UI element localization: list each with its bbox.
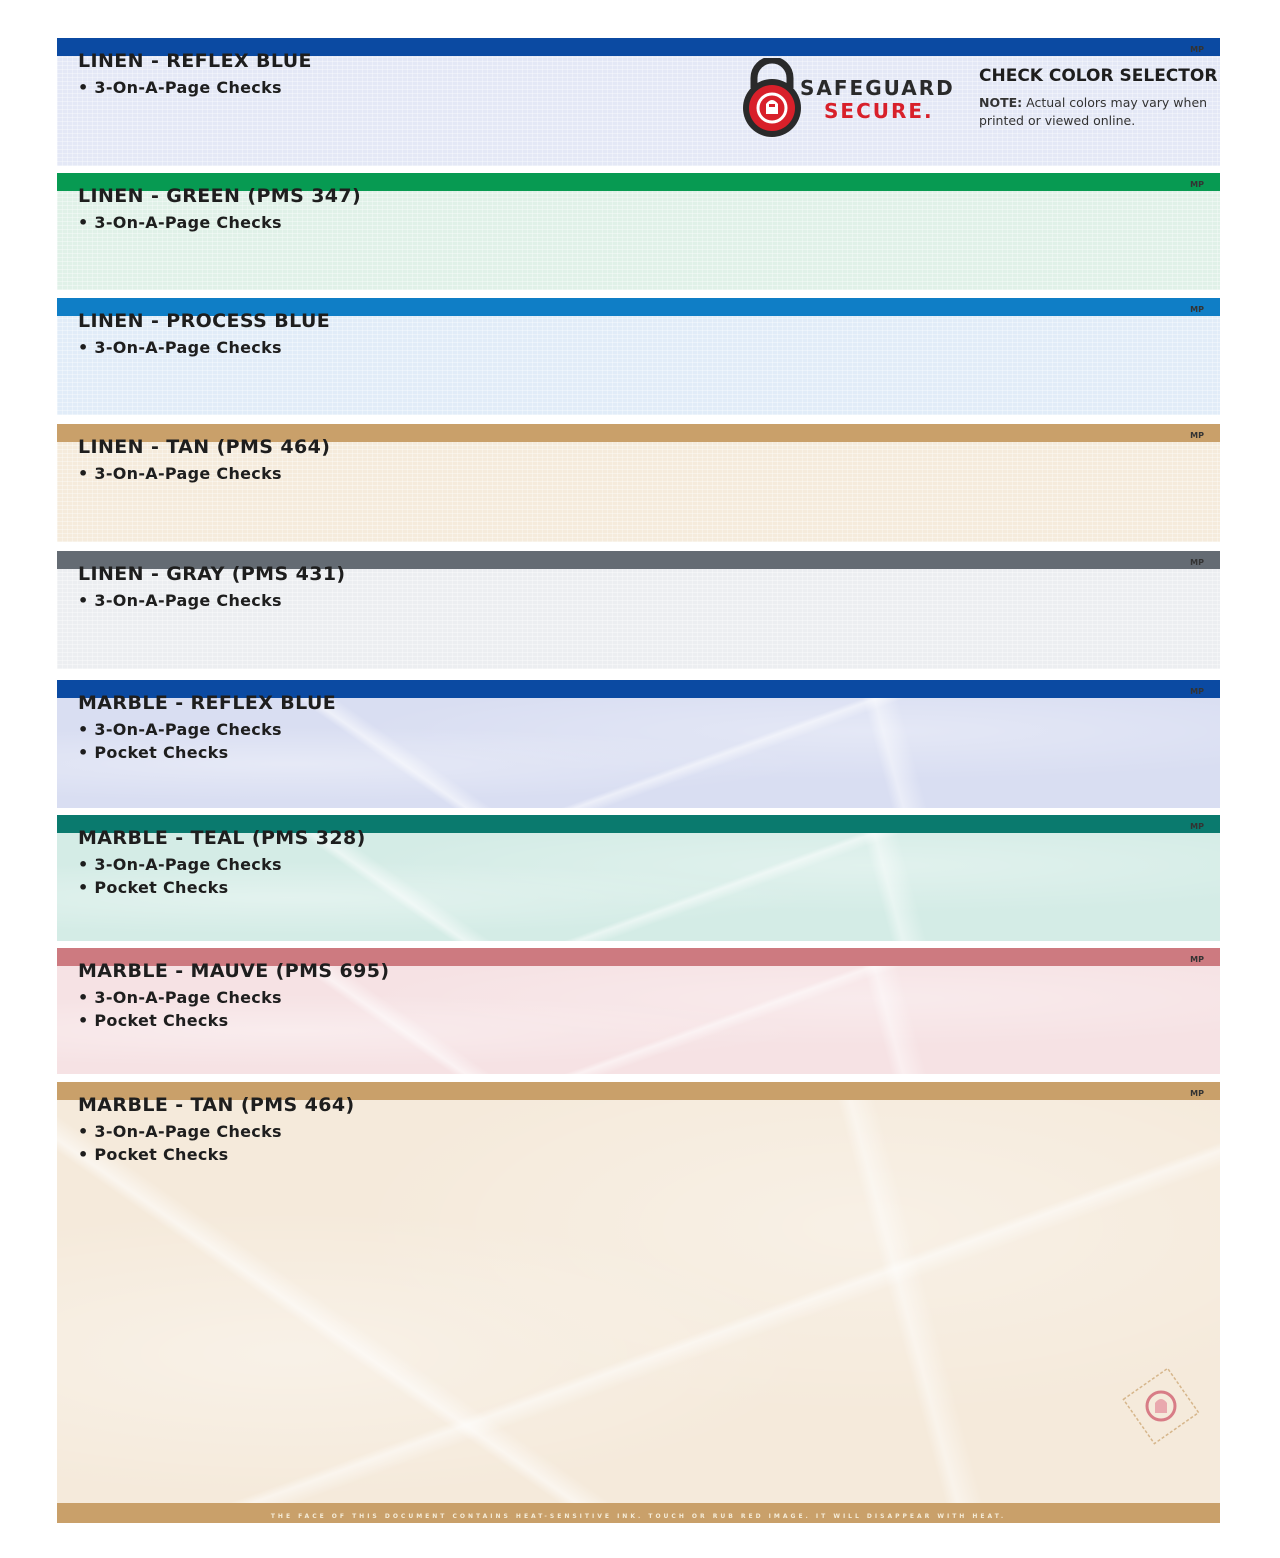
panel-title: LINEN - GRAY (PMS 431) — [78, 563, 346, 585]
color-panel-marble-mauve — [57, 948, 1220, 1074]
mp-mark: MP — [1190, 822, 1204, 831]
color-panel-marble-teal — [57, 815, 1220, 941]
product-list — [78, 211, 282, 234]
product-item: • 3-On-A-Page Checks — [78, 336, 282, 359]
panel-title: LINEN - REFLEX BLUE — [78, 50, 312, 72]
product-list — [78, 853, 282, 899]
product-list — [78, 336, 282, 359]
product-list — [78, 986, 282, 1032]
product-item: • Pocket Checks — [78, 741, 282, 764]
heat-sensitive-notice: THE FACE OF THIS DOCUMENT CONTAINS HEAT-SENSITIVE INK. TOUCH OR RUB RED IMAGE. IT WILL DISAPPEAR WITH HEAT. — [270, 1513, 1007, 1520]
mp-mark: MP — [1190, 180, 1204, 189]
mp-mark: MP — [1190, 431, 1204, 440]
product-list — [78, 76, 282, 99]
product-list — [78, 589, 282, 612]
logo-wordmark: SAFEGUARD — [800, 76, 955, 100]
panel-title: LINEN - PROCESS BLUE — [78, 310, 331, 332]
product-list — [78, 718, 282, 764]
product-list — [78, 462, 282, 485]
safeguard-secure-logo — [740, 46, 960, 142]
panel-title: MARBLE - REFLEX BLUE — [78, 692, 337, 714]
mp-mark: MP — [1190, 687, 1204, 696]
mp-mark: MP — [1190, 955, 1204, 964]
panel-title: LINEN - GREEN (PMS 347) — [78, 185, 362, 207]
product-item: • 3-On-A-Page Checks — [78, 76, 282, 99]
product-item: • Pocket Checks — [78, 1009, 282, 1032]
product-list — [78, 1120, 282, 1166]
product-item: • Pocket Checks — [78, 1143, 282, 1166]
note-text: Actual colors may vary when printed or viewed online. — [979, 95, 1208, 128]
logo-wordmark-secure: SECURE. — [824, 99, 934, 123]
safeguard-seal-icon — [1120, 1365, 1202, 1447]
note-label: NOTE: — [979, 95, 1023, 110]
product-item: • 3-On-A-Page Checks — [78, 986, 282, 1009]
padlock-icon — [740, 58, 804, 140]
color-panel-marble-reflex-blue — [57, 680, 1220, 808]
color-panel-linen-reflex-blue — [57, 38, 1220, 166]
color-panel-linen-process-blue — [57, 298, 1220, 415]
color-panel-linen-green — [57, 173, 1220, 290]
product-item: • 3-On-A-Page Checks — [78, 718, 282, 741]
color-panel-linen-tan — [57, 424, 1220, 542]
product-item: • 3-On-A-Page Checks — [78, 853, 282, 876]
product-item: • 3-On-A-Page Checks — [78, 462, 282, 485]
mp-mark: MP — [1190, 558, 1204, 567]
color-panel-linen-gray — [57, 551, 1220, 669]
color-note — [979, 94, 1209, 130]
panel-title: MARBLE - TAN (PMS 464) — [78, 1094, 355, 1116]
mp-mark: MP — [1190, 305, 1204, 314]
selector-header — [979, 66, 1217, 130]
product-item: • Pocket Checks — [78, 876, 282, 899]
color-panel-marble-tan — [57, 1082, 1220, 1523]
product-item: • 3-On-A-Page Checks — [78, 211, 282, 234]
panel-title: MARBLE - TEAL (PMS 328) — [78, 827, 366, 849]
heat-sensitive-footer — [57, 1503, 1220, 1523]
product-item: • 3-On-A-Page Checks — [78, 589, 282, 612]
product-item: • 3-On-A-Page Checks — [78, 1120, 282, 1143]
panel-title: MARBLE - MAUVE (PMS 695) — [78, 960, 390, 982]
mp-mark: MP — [1190, 1089, 1204, 1098]
mp-mark: MP — [1190, 45, 1204, 54]
panel-title: LINEN - TAN (PMS 464) — [78, 436, 331, 458]
selector-title: CHECK COLOR SELECTOR — [979, 66, 1218, 86]
